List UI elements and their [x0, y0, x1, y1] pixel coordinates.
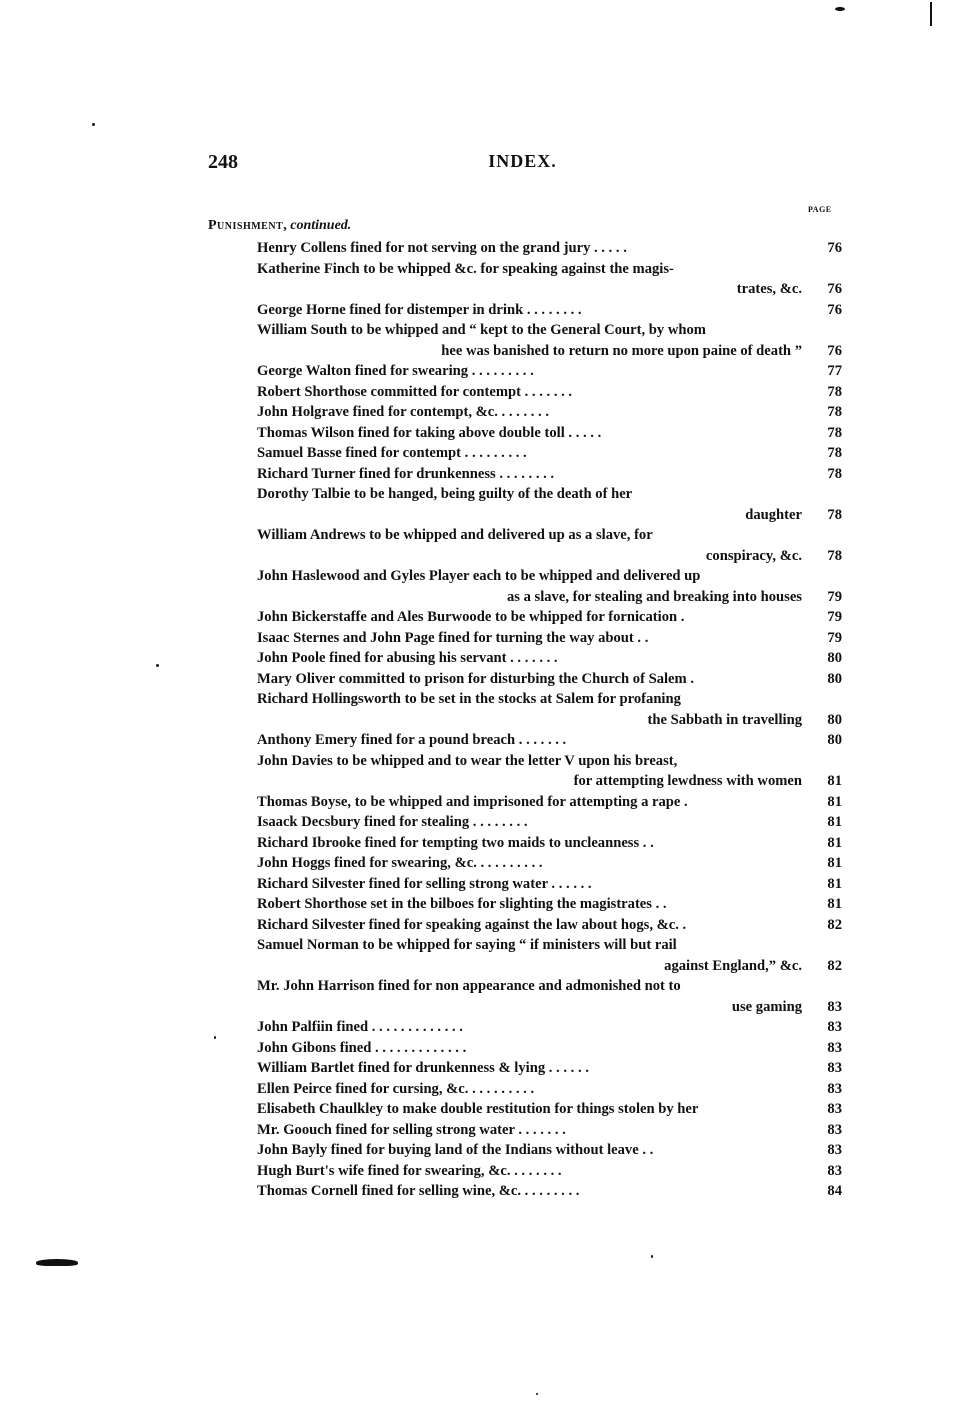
entry-line [257, 648, 842, 669]
index-entry [257, 1017, 842, 1038]
page-column-label: PAGE [808, 205, 832, 214]
entry-page: 83 [827, 1080, 842, 1097]
entry-page: 83 [827, 1060, 842, 1076]
entry-page: 80 [827, 650, 842, 666]
entry-text: John Haslewood and Gyles Player each to be whipped and delivered up [257, 568, 701, 584]
entry-line [257, 587, 842, 608]
entry-page: 78 [827, 424, 842, 441]
entry-text: Isaac Sternes and John Page fined for turning the way about . . [257, 629, 649, 646]
index-entry [257, 1099, 842, 1120]
entry-text: Robert Shorthose committed for contempt . . . . . . . [257, 383, 573, 400]
index-entry [257, 484, 842, 525]
entry-line [257, 607, 842, 628]
entry-text: William South to be whipped and “ kept to the General Court, by whom [257, 322, 706, 338]
entry-line [257, 915, 842, 936]
index-entry [257, 1038, 842, 1059]
entry-text: George Horne fined for distemper in drink . . . . . . . . [257, 301, 582, 318]
entry-text: Richard Silvester fined for speaking against the law about hogs, &c. . [257, 916, 687, 933]
entry-line [257, 484, 842, 505]
index-entry [257, 361, 842, 382]
entry-line [257, 341, 842, 362]
entry-text: John Holgrave fined for contempt, &c. . . . . . . . [257, 404, 549, 420]
entry-text: as a slave, for stealing and breaking into houses [506, 588, 802, 605]
index-entry [257, 648, 842, 669]
entry-page: 81 [827, 896, 842, 912]
entry-page: 78 [827, 506, 842, 523]
entry-text: John Davies to be whipped and to wear the letter V upon his breast, [257, 752, 678, 769]
entry-page: 81 [827, 855, 842, 871]
entry-text: Richard Turner fined for drunkenness . . . . . . . . [257, 465, 555, 482]
index-entry [257, 1120, 842, 1141]
entry-text: Elisabeth Chaulkley to make double restitution for things stolen by her [257, 1101, 699, 1117]
entry-line [257, 402, 842, 423]
index-entry [257, 525, 842, 566]
entry-page-spacer [802, 751, 842, 772]
entry-line [257, 792, 842, 813]
index-entry [257, 792, 842, 813]
entry-line [257, 1161, 842, 1182]
entry-page: 78 [827, 445, 842, 461]
index-entry [257, 1181, 842, 1202]
scan-speck [156, 664, 159, 667]
index-entry [257, 628, 842, 649]
entry-line [257, 997, 842, 1018]
index-entry [257, 894, 842, 915]
entry-text: Richard Ibrooke fined for tempting two maids to uncleanness . . [257, 834, 654, 851]
entry-page: 76 [827, 240, 842, 256]
entry-line [257, 238, 842, 259]
entry-page: 83 [827, 998, 842, 1015]
entry-page: 83 [827, 1162, 842, 1179]
entry-page-spacer [802, 976, 842, 997]
entry-page: 76 [827, 342, 842, 359]
index-entry [257, 464, 842, 485]
index-entry [257, 935, 842, 976]
scan-speck [651, 1255, 653, 1258]
entry-line [257, 771, 842, 792]
index-entry [257, 259, 842, 300]
entry-line [257, 976, 842, 997]
scan-speck [930, 2, 932, 26]
section-heading-title: Punishment [208, 218, 284, 233]
index-entry [257, 443, 842, 464]
entry-text: John Poole fined for abusing his servant . . . . . . . [257, 650, 558, 666]
entry-text: Richard Hollingsworth to be set in the stocks at Salem for profaning [257, 691, 681, 707]
entry-page: 81 [827, 793, 842, 810]
index-entry [257, 238, 842, 259]
entry-line [257, 300, 842, 321]
page-number: 248 [208, 151, 238, 173]
index-entry [257, 423, 842, 444]
entry-line [257, 710, 842, 731]
entry-line [257, 259, 842, 280]
entry-text: Richard Silvester fined for selling strong water . . . . . . [257, 875, 592, 892]
entry-text: Mr. Goouch fined for selling strong water . . . . . . . [257, 1121, 566, 1138]
index-entry [257, 1161, 842, 1182]
entry-line [257, 628, 842, 649]
entry-page: 78 [827, 465, 842, 482]
index-entry [257, 669, 842, 690]
entry-page: 78 [827, 383, 842, 400]
entry-page-spacer [802, 689, 842, 710]
index-entry [257, 607, 842, 628]
entry-line [257, 853, 842, 874]
entry-page: 81 [827, 834, 842, 851]
entry-line [257, 464, 842, 485]
entry-text: Thomas Cornell fined for selling wine, &c. . . . . . . . . [257, 1183, 580, 1199]
entry-text: use gaming [731, 998, 802, 1015]
index-entry [257, 320, 842, 361]
scan-speck [36, 1259, 78, 1266]
entry-page-spacer [802, 566, 842, 587]
entry-line [257, 1120, 842, 1141]
entry-text: Katherine Finch to be whipped &c. for speaking against the magis- [257, 260, 674, 277]
section-heading: Punishment, continued. [208, 218, 352, 233]
entry-text: George Walton fined for swearing . . . . . . . . . [257, 363, 534, 379]
entry-text: John Hoggs fined for swearing, &c. . . . . . . . . . [257, 855, 543, 871]
index-entry [257, 1079, 842, 1100]
entry-text: John Gibons fined . . . . . . . . . . . . . [257, 1039, 467, 1056]
entry-page: 79 [827, 629, 842, 646]
entry-text: hee was banished to return no more upon paine of death ” [441, 342, 802, 359]
entry-text: Hugh Burt's wife fined for swearing, &c. . . . . . . . [257, 1162, 562, 1179]
entry-line [257, 956, 842, 977]
entry-text: Samuel Basse fined for contempt . . . . . . . . . [257, 445, 527, 461]
index-entry [257, 976, 842, 1017]
entry-text: Henry Collens fined for not serving on the grand jury . . . . . [257, 240, 627, 256]
entry-page: 80 [827, 711, 842, 728]
scan-speck [92, 123, 95, 126]
entry-page: 79 [827, 609, 842, 625]
entry-text: John Bayly fined for buying land of the Indians without leave . . [257, 1142, 654, 1158]
entry-text: Mary Oliver committed to prison for disturbing the Church of Salem . [257, 670, 694, 687]
entry-line [257, 833, 842, 854]
entry-text: the Sabbath in travelling [647, 711, 802, 728]
index-entry [257, 1058, 842, 1079]
entry-page: 83 [827, 1101, 842, 1117]
entry-line [257, 382, 842, 403]
entry-line [257, 279, 842, 300]
entry-page: 83 [827, 1039, 842, 1056]
index-entries [257, 238, 842, 1202]
entry-page: 80 [827, 732, 842, 748]
entry-text: Thomas Boyse, to be whipped and imprisoned for attempting a rape . [257, 793, 688, 810]
entry-text: William Bartlet fined for drunkenness & lying . . . . . . [257, 1060, 589, 1076]
entry-page: 76 [827, 281, 842, 297]
index-entry [257, 915, 842, 936]
entry-line [257, 525, 842, 546]
entry-line [257, 1099, 842, 1120]
index-entry [257, 812, 842, 833]
entry-text: Samuel Norman to be whipped for saying “ if ministers will but rail [257, 937, 677, 953]
index-entry [257, 1140, 842, 1161]
entry-line [257, 730, 842, 751]
index-entry [257, 874, 842, 895]
index-entry [257, 689, 842, 730]
entry-text: against England,” &c. [664, 957, 802, 974]
entry-text: Anthony Emery fined for a pound breach . . . . . . . [257, 732, 567, 748]
scan-speck [214, 1036, 216, 1039]
entry-line [257, 546, 842, 567]
scan-speck [536, 1393, 538, 1395]
entry-page: 77 [827, 363, 842, 379]
entry-line [257, 320, 842, 341]
entry-text: William Andrews to be whipped and delivered up as a slave, for [257, 527, 653, 543]
entry-text: conspiracy, &c. [705, 547, 802, 564]
entry-text: daughter [745, 506, 802, 523]
entry-line [257, 505, 842, 526]
entry-page: 81 [827, 773, 842, 789]
entry-line [257, 669, 842, 690]
entry-page: 78 [827, 547, 842, 564]
entry-line [257, 689, 842, 710]
entry-line [257, 443, 842, 464]
section-heading-continued: continued. [290, 218, 352, 233]
index-entry [257, 402, 842, 423]
entry-line [257, 751, 842, 772]
entry-text: John Palfiin fined . . . . . . . . . . . . . [257, 1019, 463, 1035]
entry-line [257, 935, 842, 956]
index-entry [257, 751, 842, 792]
entry-line [257, 1038, 842, 1059]
entry-page: 81 [827, 814, 842, 830]
entry-page-spacer [802, 484, 842, 505]
entry-line [257, 1181, 842, 1202]
index-entry [257, 730, 842, 751]
entry-page: 76 [827, 301, 842, 318]
entry-page-spacer [802, 525, 842, 546]
entry-text: trates, &c. [736, 281, 802, 297]
entry-page: 80 [827, 670, 842, 687]
scan-speck [835, 7, 845, 11]
entry-page: 82 [827, 957, 842, 974]
entry-page: 78 [827, 404, 842, 420]
entry-line [257, 361, 842, 382]
entry-text: Mr. John Harrison fined for non appearance and admonished not to [257, 978, 681, 994]
entry-line [257, 566, 842, 587]
entry-page: 79 [827, 588, 842, 605]
entry-line [257, 1079, 842, 1100]
entry-line [257, 894, 842, 915]
entry-text: John Bickerstaffe and Ales Burwoode to be whipped for fornication . [257, 609, 685, 625]
index-entry [257, 566, 842, 607]
entry-page: 84 [827, 1183, 842, 1199]
entry-text: Isaack Decsbury fined for stealing . . . . . . . . [257, 814, 528, 830]
entry-line [257, 1140, 842, 1161]
entry-line [257, 874, 842, 895]
entry-page: 81 [827, 875, 842, 892]
entry-text: Robert Shorthose set in the bilboes for slighting the magistrates . . [257, 896, 667, 912]
entry-page-spacer [802, 935, 842, 956]
index-entry [257, 833, 842, 854]
entry-page: 83 [827, 1019, 842, 1035]
entry-text: Thomas Wilson fined for taking above double toll . . . . . [257, 424, 602, 441]
entry-page: 83 [827, 1121, 842, 1138]
entry-line [257, 812, 842, 833]
index-entry [257, 382, 842, 403]
index-entry [257, 300, 842, 321]
entry-line [257, 423, 842, 444]
entry-text: Dorothy Talbie to be hanged, being guilty of the death of her [257, 486, 633, 502]
running-title: INDEX. [488, 151, 557, 171]
entry-page-spacer [802, 259, 842, 280]
entry-page-spacer [802, 320, 842, 341]
index-entry [257, 853, 842, 874]
entry-line [257, 1017, 842, 1038]
entry-page: 82 [827, 916, 842, 933]
entry-text: for attempting lewdness with women [573, 773, 802, 789]
entry-page: 83 [827, 1142, 842, 1158]
entry-text: Ellen Peirce fined for cursing, &c. . . . . . . . . . [257, 1080, 535, 1097]
entry-line [257, 1058, 842, 1079]
